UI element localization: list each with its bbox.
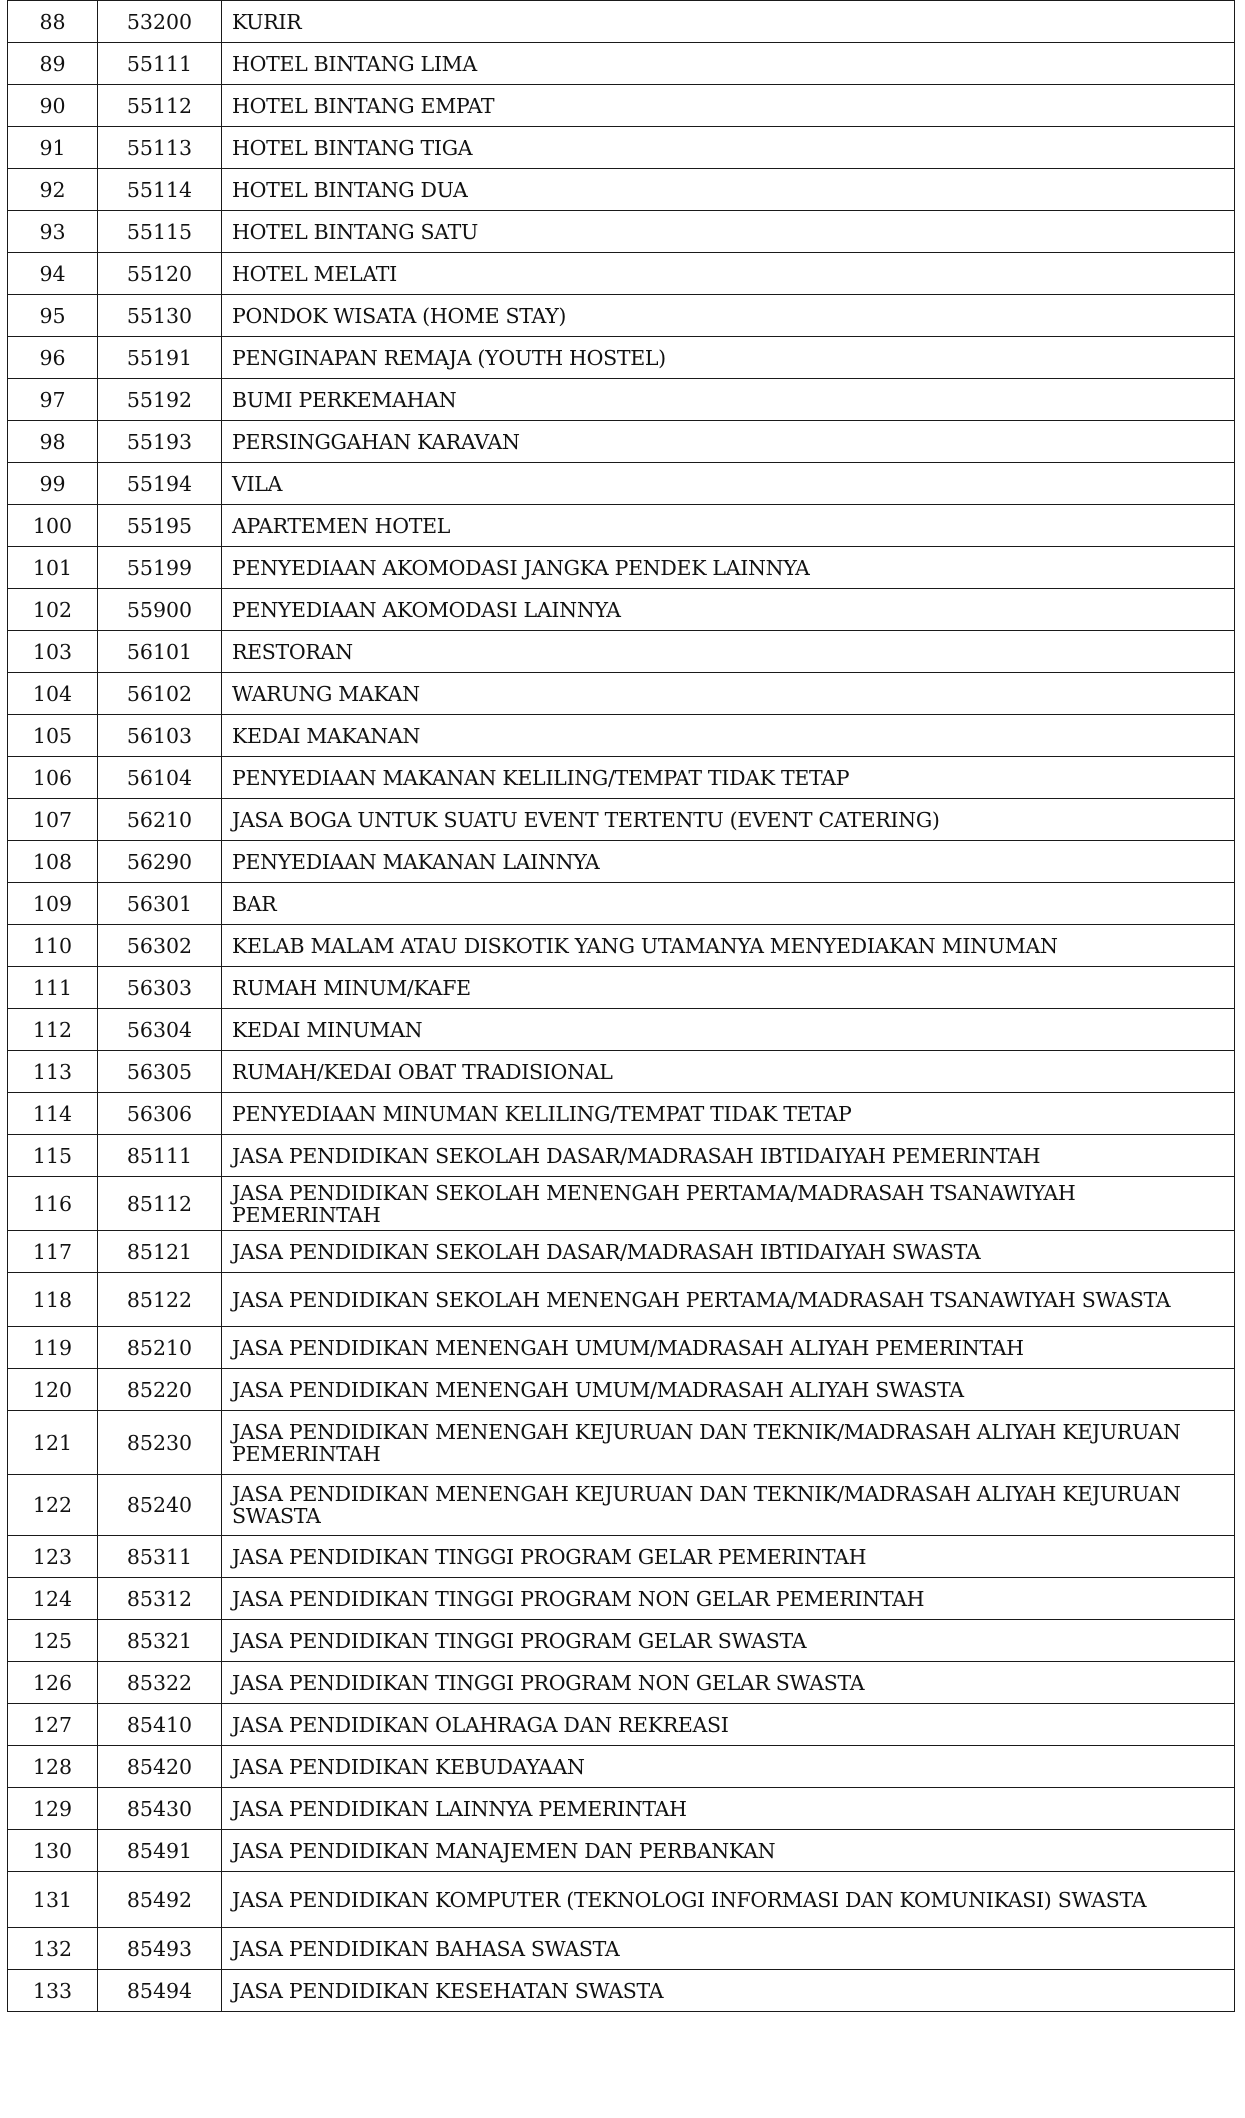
- table-row: [8, 925, 1235, 967]
- row-description: JASA PENDIDIKAN BAHASA SWASTA: [222, 1928, 1235, 1970]
- row-description: BAR: [222, 883, 1235, 925]
- row-code: 85240: [98, 1475, 222, 1536]
- row-number: 132: [8, 1928, 98, 1970]
- row-code: 85210: [98, 1327, 222, 1369]
- table-row: [8, 337, 1235, 379]
- table-row: [8, 1662, 1235, 1704]
- table-row: [8, 1928, 1235, 1970]
- row-number: 88: [8, 1, 98, 43]
- row-code: 56303: [98, 967, 222, 1009]
- row-description: HOTEL BINTANG SATU: [222, 211, 1235, 253]
- row-number: 121: [8, 1411, 98, 1475]
- row-code: 85420: [98, 1746, 222, 1788]
- row-description: JASA PENDIDIKAN SEKOLAH MENENGAH PERTAMA/MADRASAH TSANAWIYAH SWASTA: [222, 1273, 1235, 1327]
- row-number: 112: [8, 1009, 98, 1051]
- row-code: 55193: [98, 421, 222, 463]
- table-row: [8, 547, 1235, 589]
- table-row: [8, 127, 1235, 169]
- row-description: JASA PENDIDIKAN MENENGAH KEJURUAN DAN TEKNIK/MADRASAH ALIYAH KEJURUAN PEMERINTAH: [222, 1411, 1235, 1475]
- row-code: 56210: [98, 799, 222, 841]
- row-number: 111: [8, 967, 98, 1009]
- row-code: 55195: [98, 505, 222, 547]
- row-number: 98: [8, 421, 98, 463]
- row-number: 115: [8, 1135, 98, 1177]
- row-description: RUMAH/KEDAI OBAT TRADISIONAL: [222, 1051, 1235, 1093]
- row-number: 133: [8, 1970, 98, 2012]
- table-row: [8, 757, 1235, 799]
- row-number: 102: [8, 589, 98, 631]
- row-description: KELAB MALAM ATAU DISKOTIK YANG UTAMANYA MENYEDIAKAN MINUMAN: [222, 925, 1235, 967]
- row-code: 55113: [98, 127, 222, 169]
- row-number: 89: [8, 43, 98, 85]
- row-number: 120: [8, 1369, 98, 1411]
- row-number: 90: [8, 85, 98, 127]
- row-description: JASA PENDIDIKAN KOMPUTER (TEKNOLOGI INFORMASI DAN KOMUNIKASI) SWASTA: [222, 1872, 1235, 1928]
- table-row: [8, 1536, 1235, 1578]
- row-code: 85112: [98, 1177, 222, 1231]
- row-number: 127: [8, 1704, 98, 1746]
- row-number: 109: [8, 883, 98, 925]
- row-description: JASA PENDIDIKAN SEKOLAH MENENGAH PERTAMA/MADRASAH TSANAWIYAH PEMERINTAH: [222, 1177, 1235, 1231]
- row-number: 100: [8, 505, 98, 547]
- row-code: 55115: [98, 211, 222, 253]
- row-description: PENYEDIAAN AKOMODASI JANGKA PENDEK LAINNYA: [222, 547, 1235, 589]
- row-description: PENYEDIAAN MINUMAN KELILING/TEMPAT TIDAK TETAP: [222, 1093, 1235, 1135]
- table-row: [8, 211, 1235, 253]
- row-code: 85230: [98, 1411, 222, 1475]
- row-number: 93: [8, 211, 98, 253]
- row-description: KEDAI MINUMAN: [222, 1009, 1235, 1051]
- row-description: JASA PENDIDIKAN MENENGAH UMUM/MADRASAH ALIYAH PEMERINTAH: [222, 1327, 1235, 1369]
- row-number: 107: [8, 799, 98, 841]
- row-description: PENYEDIAAN MAKANAN LAINNYA: [222, 841, 1235, 883]
- row-code: 85430: [98, 1788, 222, 1830]
- table-row: [8, 379, 1235, 421]
- row-number: 110: [8, 925, 98, 967]
- row-number: 95: [8, 295, 98, 337]
- row-code: 53200: [98, 1, 222, 43]
- kbli-table: [7, 0, 1235, 2012]
- row-code: 55112: [98, 85, 222, 127]
- row-code: 85121: [98, 1231, 222, 1273]
- row-code: 85220: [98, 1369, 222, 1411]
- table-row: [8, 1177, 1235, 1231]
- row-number: 91: [8, 127, 98, 169]
- row-description: KEDAI MAKANAN: [222, 715, 1235, 757]
- table-row: [8, 715, 1235, 757]
- row-code: 55114: [98, 169, 222, 211]
- row-code: 56103: [98, 715, 222, 757]
- row-code: 56104: [98, 757, 222, 799]
- row-description: HOTEL BINTANG EMPAT: [222, 85, 1235, 127]
- row-number: 124: [8, 1578, 98, 1620]
- table-row: [8, 1872, 1235, 1928]
- row-number: 97: [8, 379, 98, 421]
- table-row: [8, 1411, 1235, 1475]
- row-code: 56302: [98, 925, 222, 967]
- row-number: 118: [8, 1273, 98, 1327]
- table-row: [8, 169, 1235, 211]
- table-row: [8, 295, 1235, 337]
- table-body: [8, 1, 1235, 2012]
- row-description: RUMAH MINUM/KAFE: [222, 967, 1235, 1009]
- table-row: [8, 1135, 1235, 1177]
- table-row: [8, 253, 1235, 295]
- table-row: [8, 1970, 1235, 2012]
- row-code: 55194: [98, 463, 222, 505]
- row-code: 56304: [98, 1009, 222, 1051]
- row-number: 99: [8, 463, 98, 505]
- row-code: 85410: [98, 1704, 222, 1746]
- row-number: 128: [8, 1746, 98, 1788]
- row-description: WARUNG MAKAN: [222, 673, 1235, 715]
- row-number: 131: [8, 1872, 98, 1928]
- table-row: [8, 673, 1235, 715]
- row-description: JASA BOGA UNTUK SUATU EVENT TERTENTU (EVENT CATERING): [222, 799, 1235, 841]
- row-number: 104: [8, 673, 98, 715]
- row-description: JASA PENDIDIKAN KESEHATAN SWASTA: [222, 1970, 1235, 2012]
- row-description: PENYEDIAAN MAKANAN KELILING/TEMPAT TIDAK TETAP: [222, 757, 1235, 799]
- row-code: 56306: [98, 1093, 222, 1135]
- row-number: 94: [8, 253, 98, 295]
- row-description: PENGINAPAN REMAJA (YOUTH HOSTEL): [222, 337, 1235, 379]
- row-number: 129: [8, 1788, 98, 1830]
- row-description: HOTEL BINTANG TIGA: [222, 127, 1235, 169]
- row-code: 85111: [98, 1135, 222, 1177]
- row-code: 55191: [98, 337, 222, 379]
- row-code: 55111: [98, 43, 222, 85]
- table-row: [8, 589, 1235, 631]
- table-row: [8, 421, 1235, 463]
- row-code: 85312: [98, 1578, 222, 1620]
- row-code: 85321: [98, 1620, 222, 1662]
- table-row: [8, 1231, 1235, 1273]
- row-code: 85122: [98, 1273, 222, 1327]
- row-number: 103: [8, 631, 98, 673]
- row-description: HOTEL BINTANG LIMA: [222, 43, 1235, 85]
- row-description: JASA PENDIDIKAN MENENGAH UMUM/MADRASAH ALIYAH SWASTA: [222, 1369, 1235, 1411]
- row-code: 85311: [98, 1536, 222, 1578]
- row-description: PONDOK WISATA (HOME STAY): [222, 295, 1235, 337]
- table-row: [8, 1746, 1235, 1788]
- row-code: 55199: [98, 547, 222, 589]
- row-description: APARTEMEN HOTEL: [222, 505, 1235, 547]
- table-row: [8, 1704, 1235, 1746]
- row-number: 125: [8, 1620, 98, 1662]
- table-row: [8, 1051, 1235, 1093]
- row-description: JASA PENDIDIKAN TINGGI PROGRAM GELAR SWASTA: [222, 1620, 1235, 1662]
- table-row: [8, 1830, 1235, 1872]
- table-row: [8, 1475, 1235, 1536]
- row-code: 55130: [98, 295, 222, 337]
- table-row: [8, 799, 1235, 841]
- row-description: JASA PENDIDIKAN LAINNYA PEMERINTAH: [222, 1788, 1235, 1830]
- row-code: 85492: [98, 1872, 222, 1928]
- row-number: 92: [8, 169, 98, 211]
- row-code: 56290: [98, 841, 222, 883]
- table-row: [8, 631, 1235, 673]
- table-row: [8, 1009, 1235, 1051]
- row-number: 114: [8, 1093, 98, 1135]
- row-number: 101: [8, 547, 98, 589]
- row-description: JASA PENDIDIKAN MANAJEMEN DAN PERBANKAN: [222, 1830, 1235, 1872]
- row-description: VILA: [222, 463, 1235, 505]
- row-code: 56102: [98, 673, 222, 715]
- row-description: HOTEL MELATI: [222, 253, 1235, 295]
- table-row: [8, 85, 1235, 127]
- row-number: 126: [8, 1662, 98, 1704]
- row-number: 123: [8, 1536, 98, 1578]
- row-code: 85493: [98, 1928, 222, 1970]
- table-row: [8, 43, 1235, 85]
- table-row: [8, 1093, 1235, 1135]
- row-code: 56305: [98, 1051, 222, 1093]
- row-code: 55192: [98, 379, 222, 421]
- table-row: [8, 505, 1235, 547]
- table-row: [8, 1273, 1235, 1327]
- row-number: 105: [8, 715, 98, 757]
- table-row: [8, 967, 1235, 1009]
- row-number: 122: [8, 1475, 98, 1536]
- row-description: JASA PENDIDIKAN TINGGI PROGRAM GELAR PEMERINTAH: [222, 1536, 1235, 1578]
- row-code: 85322: [98, 1662, 222, 1704]
- table-row: [8, 1327, 1235, 1369]
- row-code: 85494: [98, 1970, 222, 2012]
- row-description: JASA PENDIDIKAN TINGGI PROGRAM NON GELAR SWASTA: [222, 1662, 1235, 1704]
- row-description: JASA PENDIDIKAN KEBUDAYAAN: [222, 1746, 1235, 1788]
- row-description: PERSINGGAHAN KARAVAN: [222, 421, 1235, 463]
- table-row: [8, 1578, 1235, 1620]
- row-number: 130: [8, 1830, 98, 1872]
- row-description: JASA PENDIDIKAN SEKOLAH DASAR/MADRASAH IBTIDAIYAH SWASTA: [222, 1231, 1235, 1273]
- row-description: HOTEL BINTANG DUA: [222, 169, 1235, 211]
- row-description: BUMI PERKEMAHAN: [222, 379, 1235, 421]
- row-number: 117: [8, 1231, 98, 1273]
- table-row: [8, 1788, 1235, 1830]
- row-description: PENYEDIAAN AKOMODASI LAINNYA: [222, 589, 1235, 631]
- table-row: [8, 463, 1235, 505]
- row-code: 55900: [98, 589, 222, 631]
- row-description: JASA PENDIDIKAN OLAHRAGA DAN REKREASI: [222, 1704, 1235, 1746]
- row-description: JASA PENDIDIKAN SEKOLAH DASAR/MADRASAH IBTIDAIYAH PEMERINTAH: [222, 1135, 1235, 1177]
- table-row: [8, 1620, 1235, 1662]
- row-number: 106: [8, 757, 98, 799]
- table-row: [8, 883, 1235, 925]
- row-description: JASA PENDIDIKAN MENENGAH KEJURUAN DAN TEKNIK/MADRASAH ALIYAH KEJURUAN SWASTA: [222, 1475, 1235, 1536]
- row-description: RESTORAN: [222, 631, 1235, 673]
- row-number: 96: [8, 337, 98, 379]
- row-number: 119: [8, 1327, 98, 1369]
- row-code: 56301: [98, 883, 222, 925]
- row-description: KURIR: [222, 1, 1235, 43]
- table-row: [8, 1369, 1235, 1411]
- row-number: 113: [8, 1051, 98, 1093]
- row-code: 85491: [98, 1830, 222, 1872]
- table-row: [8, 841, 1235, 883]
- row-number: 108: [8, 841, 98, 883]
- row-code: 55120: [98, 253, 222, 295]
- row-number: 116: [8, 1177, 98, 1231]
- row-description: JASA PENDIDIKAN TINGGI PROGRAM NON GELAR PEMERINTAH: [222, 1578, 1235, 1620]
- table-row: [8, 1, 1235, 43]
- row-code: 56101: [98, 631, 222, 673]
